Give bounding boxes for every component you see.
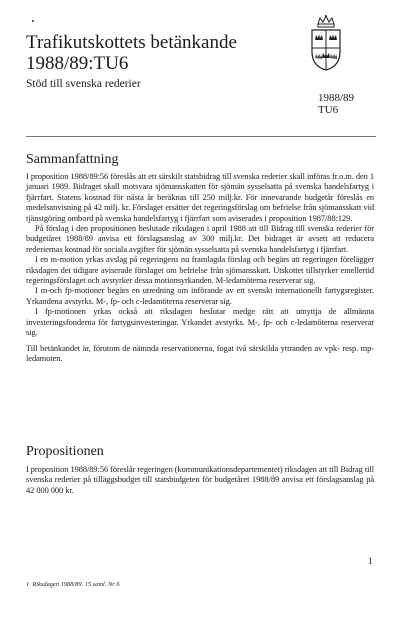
page-title bbox=[26, 32, 237, 74]
title-line-2: 1988/89:TU6 bbox=[26, 53, 129, 74]
footer bbox=[26, 581, 120, 588]
proposition-heading: Propositionen bbox=[26, 444, 104, 459]
footer-text: Riksdagen 1988/89. 15 saml. Nr 6 bbox=[32, 581, 120, 588]
document-number bbox=[318, 92, 354, 116]
summary-paragraph: Till betänkandet är, förutom de nämnda reservationerna, fogat två särskilda yttranden av vpk- resp. mp-ledamoten. bbox=[26, 343, 374, 363]
summary-heading: Sammanfattning bbox=[26, 152, 119, 167]
summary-paragraph: I proposition 1988/89:56 föreslås att ett särskilt statsbidrag till svenska rederier skall införas fr.o.m. den 1 januari 1989. Bidraget skall motsvara sjömansskatten för sjömän sysselsatta på svenska handelsfartyg i fjärrfart. Statens kostnad för nästa år beräknas till 250 milj.kr. För innevarande budgetår föreslås en medelsanvisning på 42 milj. kr. Förslaget ersätter det regeringsförslag om befrielse från sjömansskatt vid tjänstgöring ombord på svenska handelsfartyg i fjärrfart som aviserades i proposition 1987/88:129. bbox=[26, 172, 374, 223]
page-subtitle: Stöd till svenska rederier bbox=[26, 78, 141, 90]
proposition-paragraph: I proposition 1988/89:56 föreslår regeringen (kommunikationsdepartementet) riksdagen att till Bidrag till svenska rederier på tilläggsbudget till statsbudgeten för budgetåret 1988/89 anvisa ett förslagsanslag på 42 000 000 kr. bbox=[26, 465, 374, 495]
summary-body bbox=[26, 172, 374, 364]
summary-paragraph: I fp-motionen yrkas också att riksdagen beslutar medge rätt att utnyttja de allmänna investeringsfonderna för fartygsinvesteringar. Yrkandet avstyrks. M-, fp- och c-ledamöterna reserverar sig. bbox=[26, 307, 374, 338]
summary-paragraph: I en m-motion yrkas avslag på regeringens nu framlagda förslag och begärs att regeringen förelägger riksdagen det tidigare aviserade förslaget om befrielse från sjömansskatt. Utskottet tillstyrker emellertid regeringsförslaget och avstyrker dessa motionsyrkanden. M-ledamöterna reserverar sig. bbox=[26, 255, 374, 286]
footer-marker: 1 bbox=[26, 581, 30, 588]
swedish-crest-icon bbox=[306, 14, 346, 72]
document-year: 1988/89 bbox=[318, 92, 355, 104]
proposition-body bbox=[26, 465, 374, 496]
decorative-dot bbox=[32, 20, 34, 22]
title-line-1: Trafikutskottets betänkande bbox=[26, 32, 237, 53]
summary-paragraph: På förslag i den propositionen beslutade riksdagen i april 1988 att till Bidrag till svenska rederier för budgetåret 1988/89 anvisa ett förslagsanslag av 300 milj.kr. Det bidraget är avsett att reducera rederiernas kostnad för sociala avgifter för sjömän sysselsatta på svenska handelsfartyg i fjärrfart. bbox=[26, 224, 374, 254]
header-divider bbox=[26, 136, 376, 137]
document-code: TU6 bbox=[318, 104, 339, 116]
summary-paragraph: I m-och fp-motioner begärs en utredning om införande av ett svenskt internationellt fartygsregister. Yrkandena avstyrks. M-, fp- och c-ledamöterna reserverar sig. bbox=[26, 286, 374, 306]
page-number: 1 bbox=[368, 556, 373, 566]
